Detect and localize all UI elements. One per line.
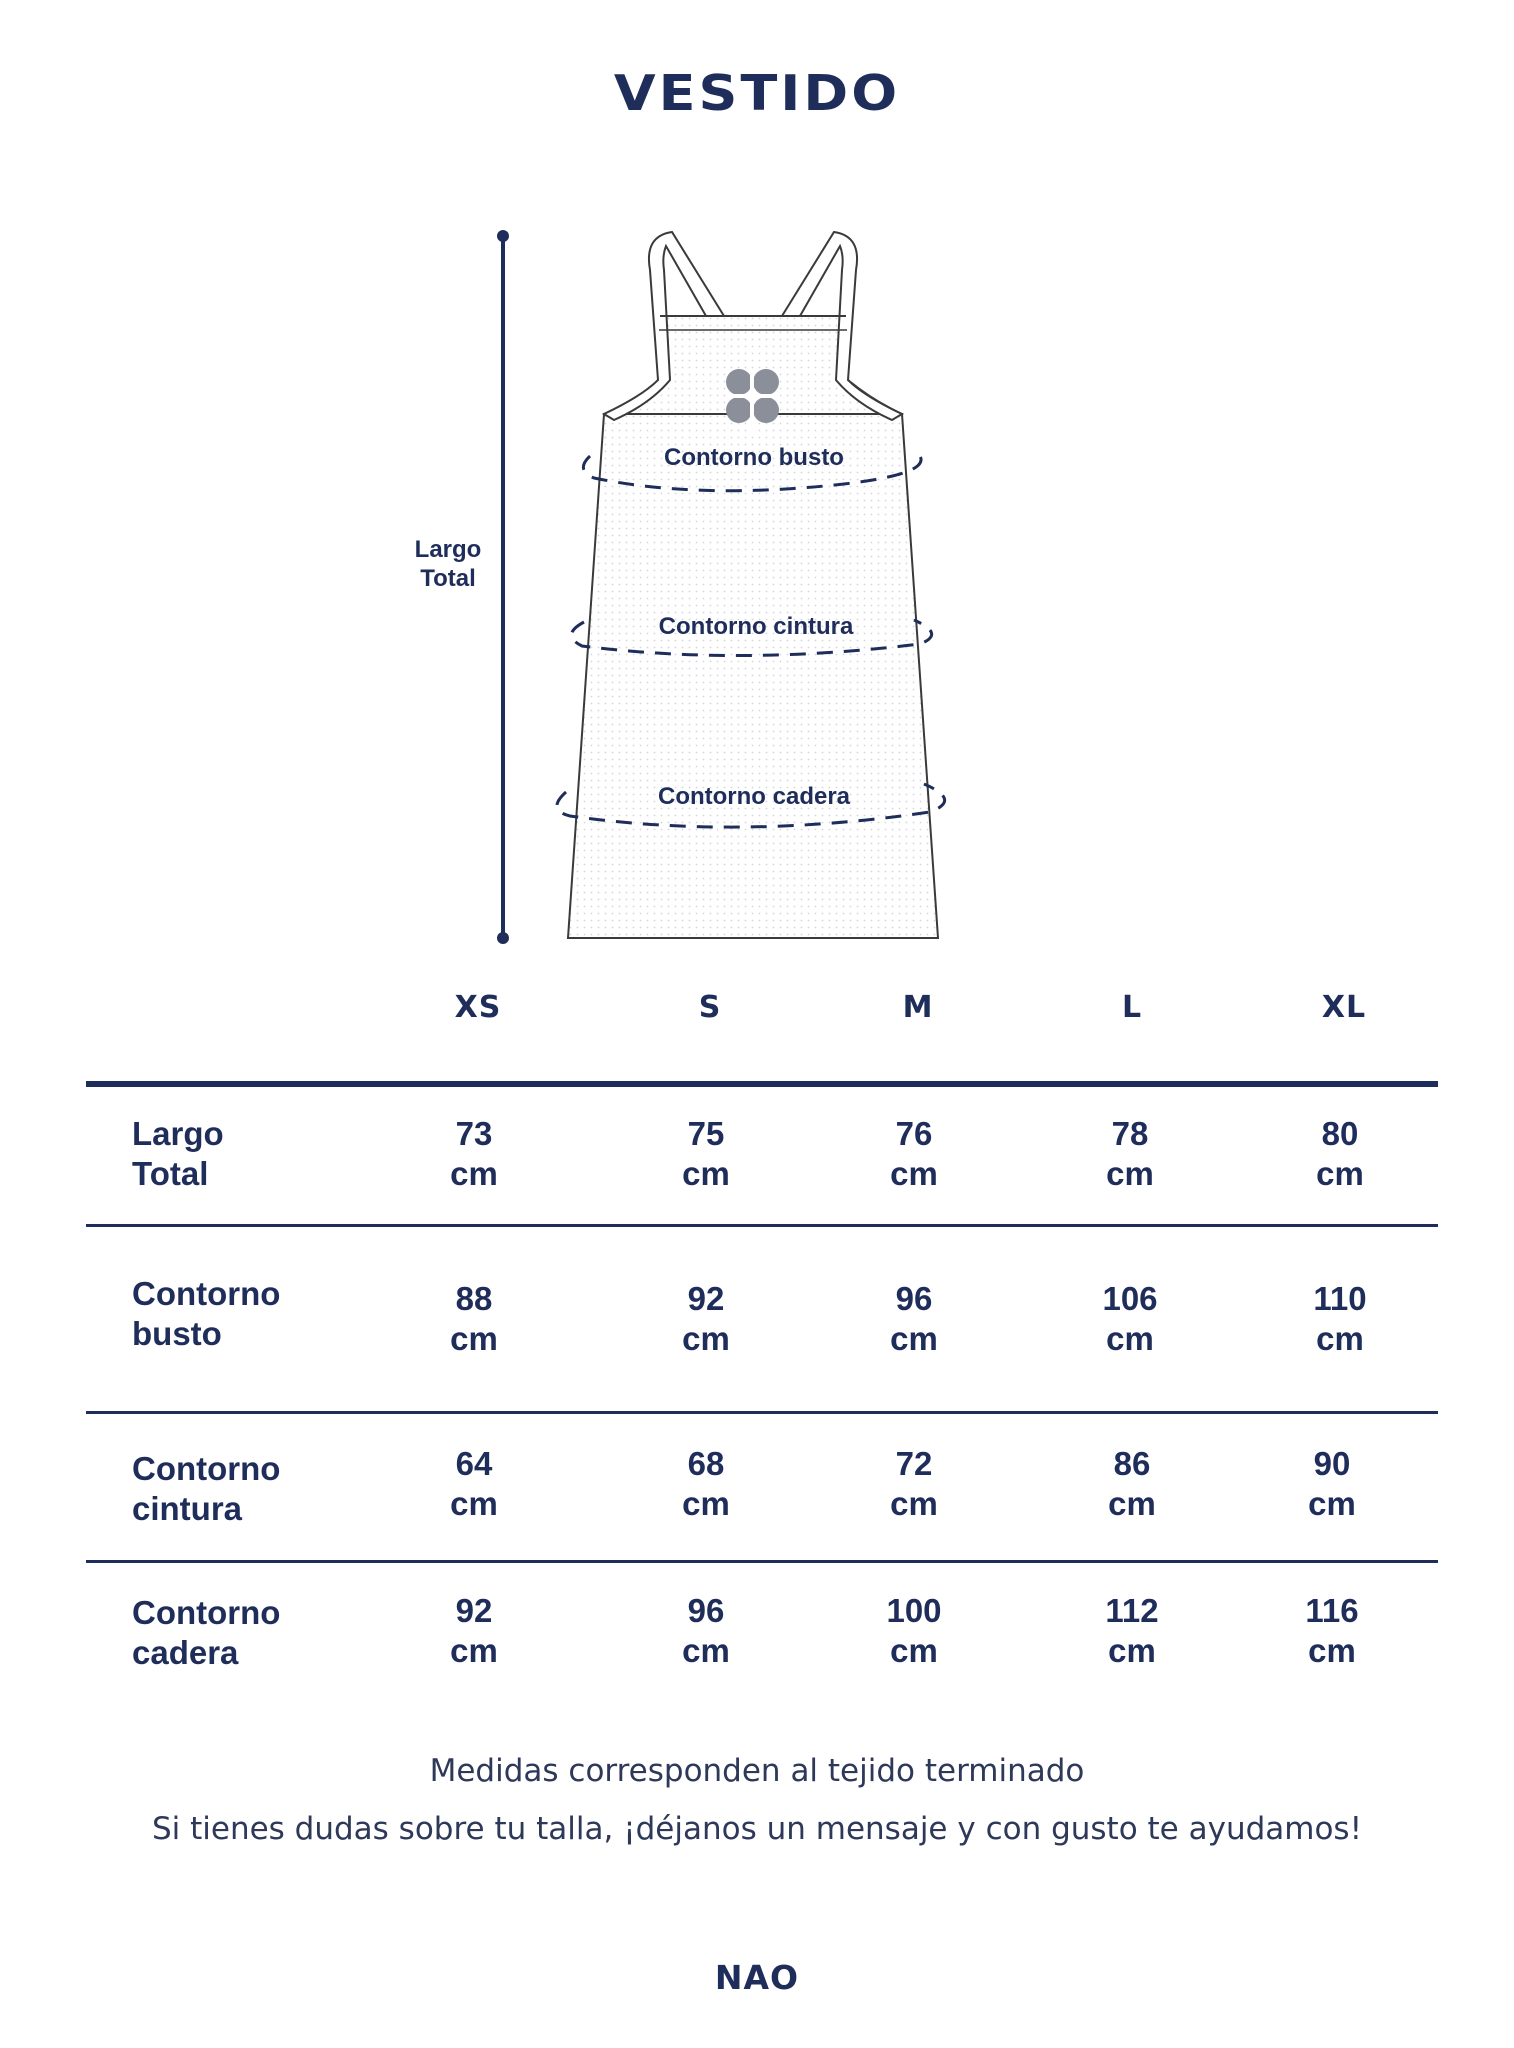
- table-divider: [86, 1224, 1438, 1227]
- cell-cintura-m: 72 cm: [890, 1445, 938, 1522]
- size-header-s: S: [698, 990, 722, 1025]
- cell-cadera-s: 96 cm: [682, 1592, 730, 1669]
- cell-busto-s: 92 cm: [682, 1280, 730, 1357]
- note-finished-fabric: Medidas corresponden al tejido terminado: [429, 1753, 1085, 1789]
- cell-busto-xs: 88 cm: [450, 1280, 498, 1357]
- cell-busto-l: 106 cm: [1102, 1280, 1158, 1357]
- size-header-m: M: [902, 990, 934, 1025]
- hip-label: Contorno cadera: [657, 783, 851, 810]
- cell-largo-s: 75 cm: [682, 1115, 730, 1192]
- note-size-help: Si tienes dudas sobre tu talla, ¡déjanos un mensaje y con gusto te ayudamos!: [151, 1811, 1363, 1847]
- row-label-contorno-cadera: Contorno cadera: [132, 1594, 281, 1671]
- table-top-rule: [86, 1081, 1438, 1087]
- cell-largo-l: 78 cm: [1106, 1115, 1154, 1192]
- cell-cintura-xl: 90 cm: [1308, 1445, 1356, 1522]
- length-label-line2: Total: [420, 565, 476, 592]
- size-header-l: L: [1121, 990, 1143, 1025]
- row-label-contorno-busto: Contorno busto: [132, 1275, 281, 1352]
- cell-busto-xl: 110 cm: [1313, 1280, 1367, 1357]
- cell-cintura-l: 86 cm: [1108, 1445, 1156, 1522]
- size-header-row: [0, 990, 1514, 1030]
- bust-label: Contorno busto: [664, 444, 844, 471]
- cell-largo-xl: 80 cm: [1316, 1115, 1364, 1192]
- table-divider: [86, 1411, 1438, 1414]
- cell-cadera-xs: 92 cm: [450, 1592, 498, 1669]
- cell-largo-xs: 73 cm: [450, 1115, 498, 1192]
- dress-diagram: [0, 0, 1514, 1000]
- table-divider: [86, 1560, 1438, 1563]
- waist-label: Contorno cintura: [658, 613, 854, 640]
- row-label-contorno-cintura: Contorno cintura: [132, 1450, 281, 1527]
- cell-cadera-m: 100 cm: [886, 1592, 942, 1669]
- size-header-xs: XS: [454, 990, 502, 1025]
- dress-illustration: [568, 232, 938, 938]
- length-measure-line: [497, 230, 509, 944]
- size-header-xl: XL: [1321, 990, 1367, 1025]
- cell-cintura-xs: 64 cm: [450, 1445, 498, 1522]
- brand-logo: NAO: [714, 1958, 800, 1997]
- cell-cintura-s: 68 cm: [682, 1445, 730, 1522]
- cell-largo-m: 76 cm: [890, 1115, 938, 1192]
- cell-busto-m: 96 cm: [890, 1280, 938, 1357]
- page-title: VESTIDO: [613, 65, 901, 122]
- cell-cadera-l: 112 cm: [1105, 1592, 1159, 1669]
- length-label-line1: Largo: [414, 536, 482, 563]
- row-label-largo-total: Largo Total: [132, 1115, 224, 1192]
- cell-cadera-xl: 116 cm: [1305, 1592, 1359, 1669]
